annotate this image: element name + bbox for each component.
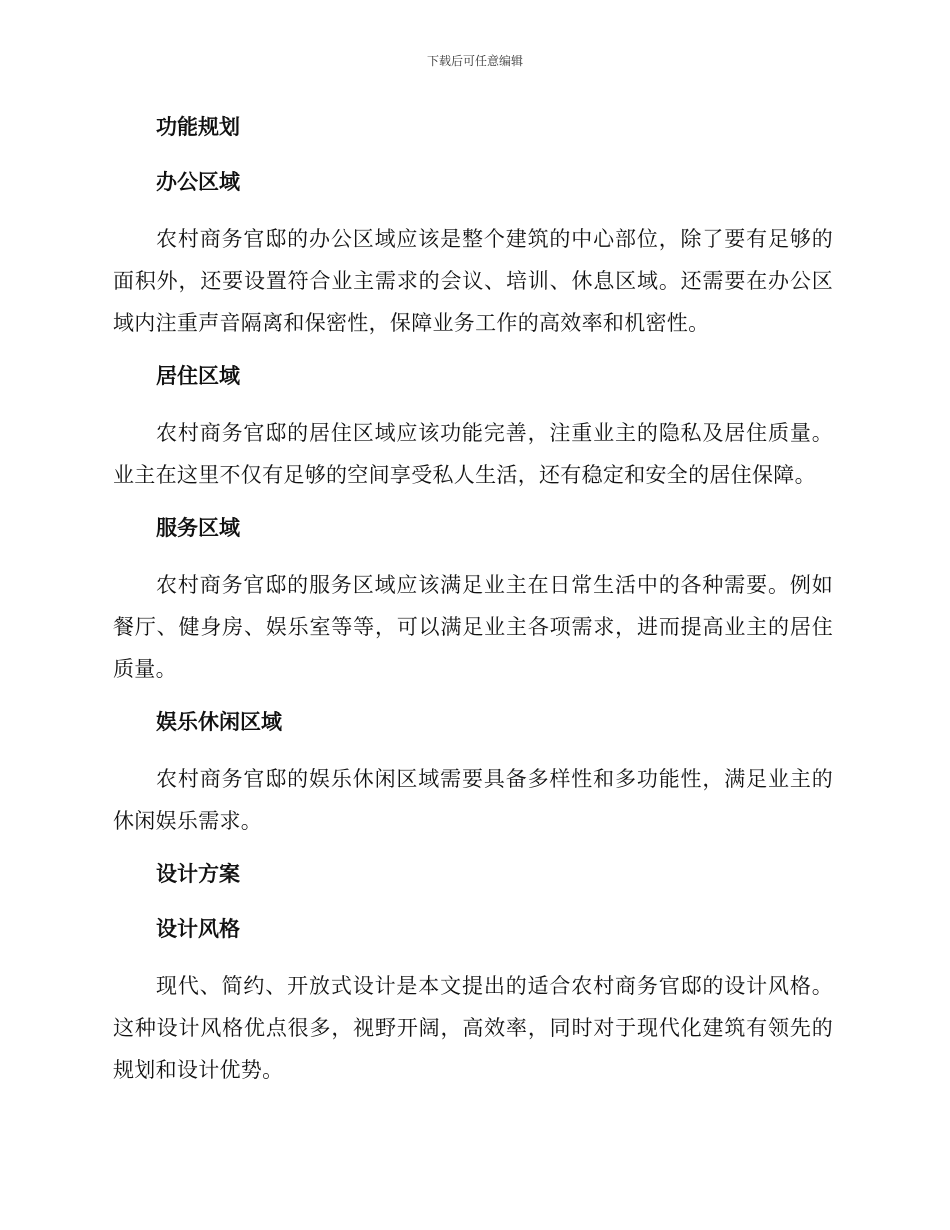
section-heading-functional-planning: 功能规划 bbox=[156, 115, 240, 139]
section-heading-design-style: 设计风格 bbox=[156, 917, 240, 941]
paragraph-office-area: 农村商务官邸的办公区域应该是整个建筑的中心部位，除了要有足够的面积外，还要设置符合业主需求的会议、培训、休息区域。还需要在办公区域内注重声音隔离和保密性，保障业务工作的高效率和机密性。 bbox=[113, 227, 833, 335]
document-body bbox=[113, 108, 833, 1104]
paragraph-service-area: 农村商务官邸的服务区域应该满足业主在日常生活中的各种需要。例如餐厅、健身房、娱乐室等等，可以满足业主各项需求，进而提高业主的居住质量。 bbox=[113, 573, 833, 681]
paragraph-design-style: 现代、简约、开放式设计是本文提出的适合农村商务官邸的设计风格。这种设计风格优点很多，视野开阔，高效率，同时对于现代化建筑有领先的规划和设计优势。 bbox=[113, 974, 833, 1082]
section-heading-design-plan: 设计方案 bbox=[156, 862, 240, 886]
section-heading-leisure-area: 娱乐休闲区域 bbox=[156, 710, 282, 734]
section-heading-service-area: 服务区域 bbox=[156, 516, 240, 540]
paragraph-living-area: 农村商务官邸的居住区域应该功能完善，注重业主的隐私及居住质量。业主在这里不仅有足够的空间享受私人生活，还有稳定和安全的居住保障。 bbox=[113, 421, 833, 487]
section-heading-living-area: 居住区域 bbox=[156, 364, 240, 388]
paragraph-leisure-area: 农村商务官邸的娱乐休闲区域需要具备多样性和多功能性，满足业主的休闲娱乐需求。 bbox=[113, 767, 833, 833]
section-heading-office-area: 办公区域 bbox=[156, 170, 240, 194]
page-header: 下载后可任意编辑 bbox=[426, 54, 523, 68]
